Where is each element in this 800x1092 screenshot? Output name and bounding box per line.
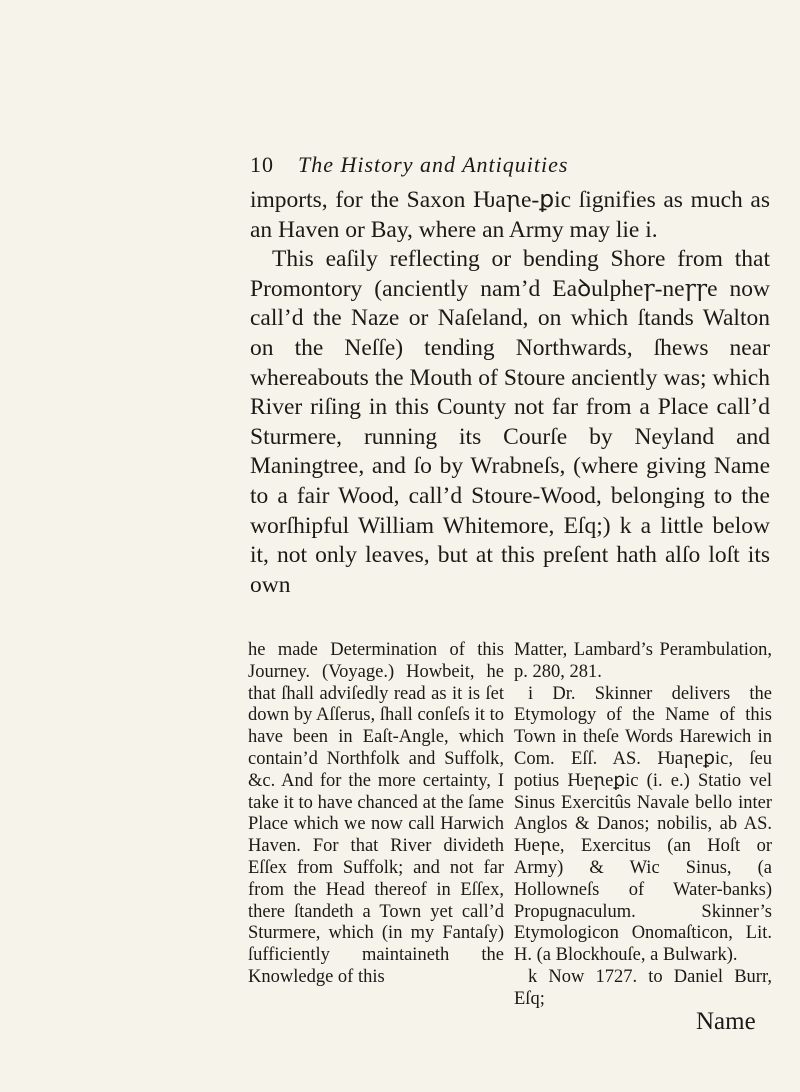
footnote-i: i Dr. Skinner delivers the Etymology of the Name of this Town in theſe Words Harewich in Com. Eſſ. AS. Ƕaꞃeꝑic, ſeu potius Ƕeꞃeꝑic (i. e.) Statio vel Sinus Exercitûs Navale bello inter Anglos & Danos; nobilis, ab AS. Ƕeꞃe, Exercitus (an Hoſt or Army) & Wic Sinus, (a Hollowneſs of Water-banks) Propugnaculum. Skinner’s Etymologicon Onomaſticon, Lit. H. (a Blockhouſe, a Bulwark). [514, 683, 772, 966]
footnote-column-right [514, 640, 772, 1011]
main-paragraph-2: This eaſily reflecting or bending Shore from that Promontory (anciently nam’d Eaꝺulpheꞅ-neꞅꞅe now call’d the Naze or Naſeland, on which ſtands Walton on the Neſſe) tending Northwards, ſhews near whereabouts the Mouth of Stoure anciently was; which River riſing in this County not far from a Place call’d Sturmere, running its Courſe by Neyland and Maningtree, and ſo by Wrabneſs, (where giving Name to a fair Wood, call’d Stoure-Wood, belonging to the worſhipful William Whitemore, Eſq;) k a little below it, not only leaves, but at this preſent hath alſo loſt its own [250, 246, 770, 598]
main-text [250, 186, 770, 600]
footnote-right-text-1: Matter, Lambard’s Perambulation, p. 280, 281. [514, 640, 772, 682]
catchword: Name [696, 1008, 756, 1035]
footnote-k: k Now 1727. to Daniel Burr, Eſq; [514, 966, 772, 1009]
page-number: 10 [250, 152, 274, 177]
main-paragraph-1: imports, for the Saxon Ƕaꞃe-ꝑic ſignifies as much as an Haven or Bay, where an Army may lie i. [250, 187, 770, 243]
footnote-column-left [248, 640, 504, 989]
footnotes [248, 640, 772, 1060]
footnote-left-text: he made Determination of this Journey. (Voyage.) Howbeit, he that ſhall adviſedly read as it is ſet down by Aſſerus, ſhall conſeſs it to have been in Eaſt-Angle, which contain’d Northfolk and Suffolk, &c. And for the more certainty, I take it to have chanced at the ſame Place which we now call Harwich Haven. For that River divideth Eſſex from Suffolk; and not far from the Head thereof in Eſſex, there ſtandeth a Town yet call’d Sturmere, which (in my Fantaſy) ſufficiently maintaineth the Knowledge of this [248, 640, 504, 987]
running-title: The History and Antiquities [298, 152, 569, 177]
running-header [250, 152, 770, 184]
